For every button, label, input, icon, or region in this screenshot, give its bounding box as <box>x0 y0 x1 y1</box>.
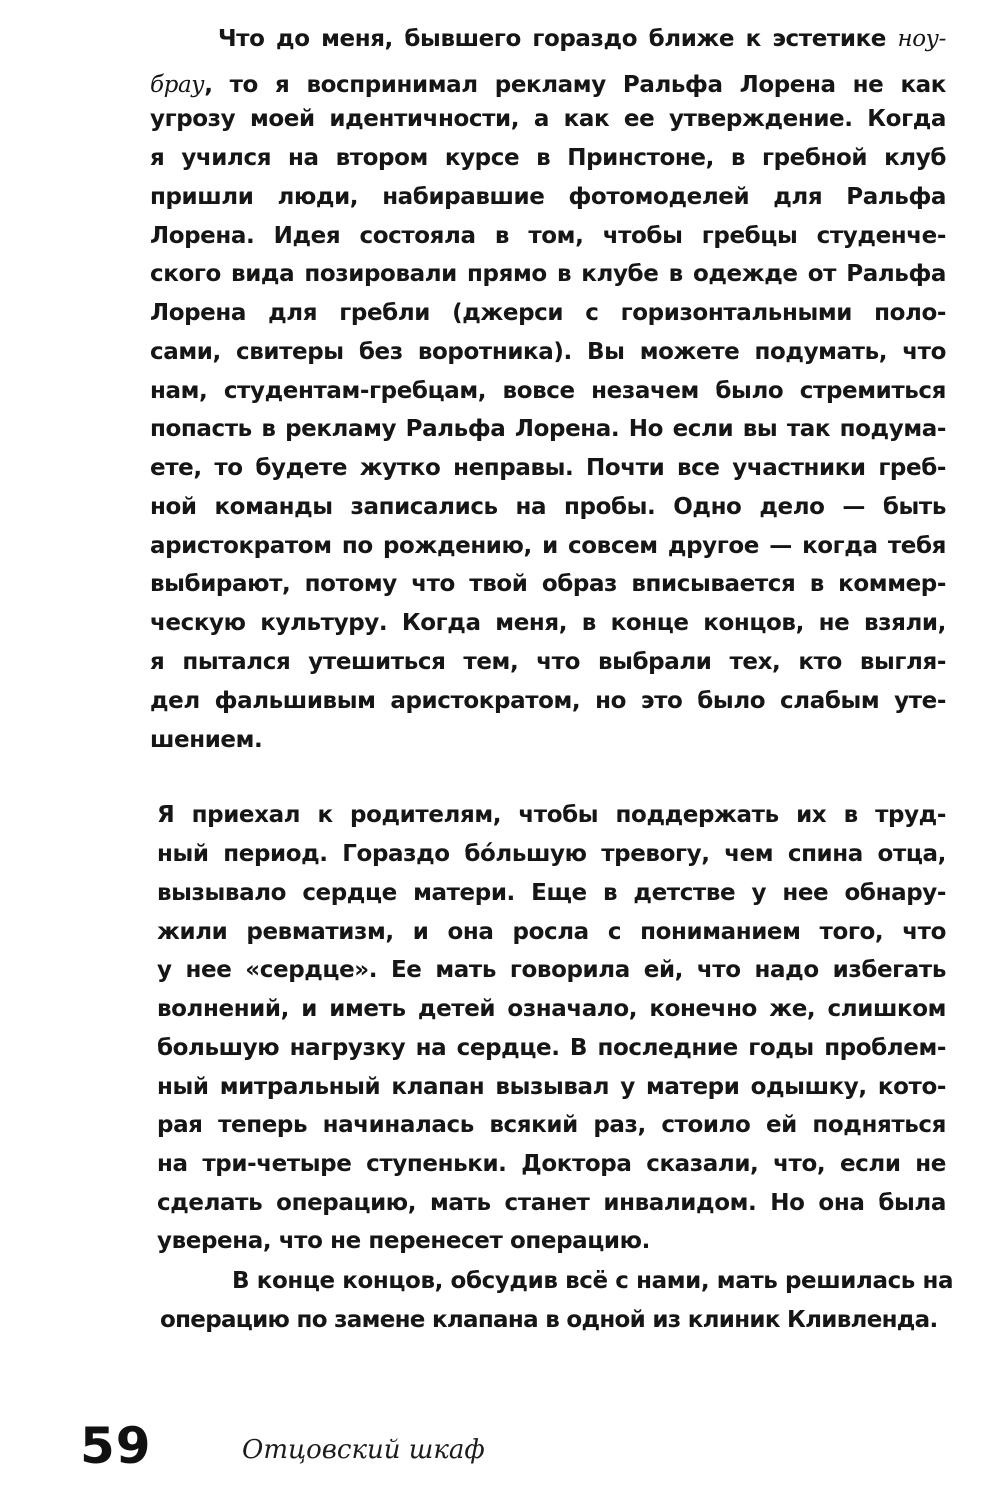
italic-term: ноу- <box>897 26 946 52</box>
text-span: Что до меня, бывшего гораздо ближе к эстетике <box>218 26 898 52</box>
text-line: сделать операцию, мать станет инвалидом. Но она была <box>157 1190 946 1216</box>
text-line <box>150 70 946 100</box>
text-line: у нее «сердце». Ее мать говорила ей, что надо избегать <box>157 957 946 983</box>
running-title: Отцовский шкаф <box>242 1435 485 1465</box>
text-line: ный митральный клапан вызывал у матери одышку, кото- <box>157 1074 946 1100</box>
text-line: на три-четыре ступеньки. Доктора сказали, что, если не <box>157 1151 946 1177</box>
text-line: вызывало сердце матери. Еще в детстве у нее обнару- <box>157 880 946 906</box>
text-line: шением. <box>150 727 263 753</box>
page-number: 59 <box>80 1417 152 1475</box>
text-line: большую нагрузку на сердце. В последние годы проблем- <box>157 1035 946 1061</box>
text-line: угрозу моей идентичности, а как ее утверждение. Когда <box>150 106 946 132</box>
text-line <box>218 24 946 54</box>
text-line: пришли люди, набиравшие фотомоделей для Ральфа <box>150 184 946 210</box>
text-line: ной команды записались на пробы. Одно дело — быть <box>150 494 946 520</box>
text-line: ческую культуру. Когда меня, в конце концов, не взяли, <box>150 610 946 636</box>
text-line: волнений, и иметь детей означало, конечно же, слишком <box>157 996 946 1022</box>
text-line: попасть в рекламу Ральфа Лорена. Но если вы так подума- <box>150 416 946 442</box>
text-line: дел фальшивым аристократом, но это было слабым уте- <box>150 688 946 714</box>
text-line: ете, то будете жутко неправы. Почти все участники греб- <box>150 455 946 481</box>
text-line: ского вида позировали прямо в клубе в одежде от Ральфа <box>150 261 946 287</box>
text-line: операцию по замене клапана в одной из клиник Кливленда. <box>160 1307 938 1333</box>
italic-term: брау <box>150 72 205 98</box>
text-line: Лорена. Идея состояла в том, чтобы гребцы студенче- <box>150 223 946 249</box>
text-line: Я приехал к родителям, чтобы поддержать их в труд- <box>157 802 946 828</box>
text-line: выбирают, потому что твой образ вписывается в коммер- <box>150 571 946 597</box>
text-line: рая теперь начиналась всякий раз, стоило ей подняться <box>157 1112 946 1138</box>
text-line: я учился на втором курсе в Принстоне, в гребной клуб <box>150 145 946 171</box>
text-line: аристократом по рождению, и совсем другое — когда тебя <box>150 533 946 559</box>
text-span: , то я воспринимал рекламу Ральфа Лорена не как <box>204 72 946 98</box>
text-line: ный период. Гораздо бо́льшую тревогу, чем спина отца, <box>157 841 946 867</box>
text-line: В конце концов, обсудив всё с нами, мать решилась на <box>232 1268 954 1294</box>
text-line: нам, студентам-гребцам, вовсе незачем было стремиться <box>150 378 946 404</box>
text-line: я пытался утешиться тем, что выбрали тех, кто выгля- <box>150 649 946 675</box>
text-line: уверена, что не перенесет операцию. <box>157 1228 650 1254</box>
text-line: сами, свитеры без воротника). Вы можете подумать, что <box>150 339 946 365</box>
text-line: Лорена для гребли (джерси с горизонтальными поло- <box>150 300 946 326</box>
text-line: жили ревматизм, и она росла с пониманием того, что <box>157 919 946 945</box>
